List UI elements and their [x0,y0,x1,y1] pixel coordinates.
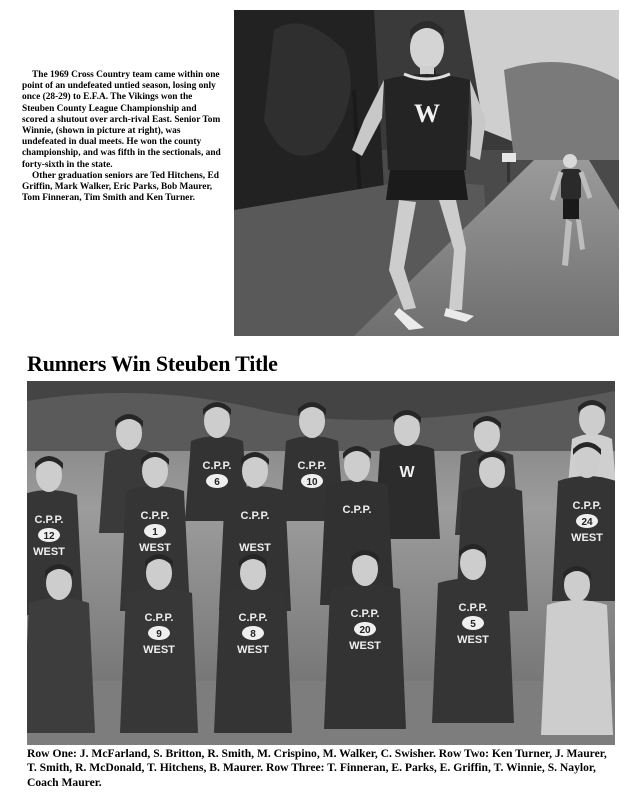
jersey-number: 20 [359,625,371,636]
jersey-number: 10 [306,477,318,488]
runner-shirt-letter: W [414,99,440,128]
jersey-team-text: WEST [457,634,489,646]
team-photo [27,381,615,745]
jersey-school-text: C.P.P. [342,504,372,516]
jersey-school-text: C.P.P. [202,460,232,472]
jersey-team-text: WEST [237,644,269,656]
jersey-school-text: C.P.P. [34,514,64,526]
jersey-team-text: WEST [239,542,271,554]
article-intro [22,70,222,204]
jersey-school-text: C.P.P. [240,510,270,522]
jersey-school-text: C.P.P. [458,602,488,614]
jersey-team-text: WEST [349,640,381,652]
intro-paragraph-1: The 1969 Cross Country team came within one point of an undefeated untied season, losing only once (28-29) to E.F.A. The Vikings won the Steuben County League Championship and scored a shutout over arch-rival East. Senior Tom Winnie, (shown in picture at right), was undefeated in dual meets. He won the county championship, and was fifth in the sectionals, and forty-sixth in the state. [22,70,221,170]
jersey-school-text: W [399,464,415,481]
jersey-team-text: WEST [33,546,65,558]
jersey-number: 24 [581,517,593,528]
jersey-number: 5 [470,619,476,630]
jersey-school-text: C.P.P. [572,500,602,512]
jersey-team-text: WEST [139,542,171,554]
runner-photo-graphic [234,10,619,336]
photo-caption: Row One: J. McFarland, S. Britton, R. Smith, M. Crispino, M. Walker, C. Swisher. Row Two: Ken Turner, J. Maurer, T. Smith, R. McDonald, T. Hitchens, B. Maurer. Row Three: T. Finneran, E. Parks, E. Griffin, T. Winnie, S. Naylor, Coach Maurer. [27,747,607,789]
article-headline: Runners Win Steuben Title [27,351,278,376]
jersey-school-text: C.P.P. [238,612,268,624]
runner-photo [234,10,619,336]
jersey-number: 9 [156,629,162,640]
jersey-team-text: WEST [571,532,603,544]
jersey-school-text: C.P.P. [140,510,170,522]
jersey-number: 12 [43,531,55,542]
jersey-team-text: WEST [143,644,175,656]
jersey-number: 6 [214,477,220,488]
team-photo-graphic [27,381,615,745]
jersey-school-text: C.P.P. [350,608,380,620]
intro-paragraph-2: Other graduation seniors are Ted Hitchens, Ed Griffin, Mark Walker, Eric Parks, Bob Maurer, Tom Finneran, Tim Smith and Ken Turner. [22,170,219,204]
jersey-number: 1 [152,527,158,538]
jersey-number: 8 [250,629,256,640]
jersey-school-text: C.P.P. [297,460,327,472]
jersey-school-text: C.P.P. [144,612,174,624]
